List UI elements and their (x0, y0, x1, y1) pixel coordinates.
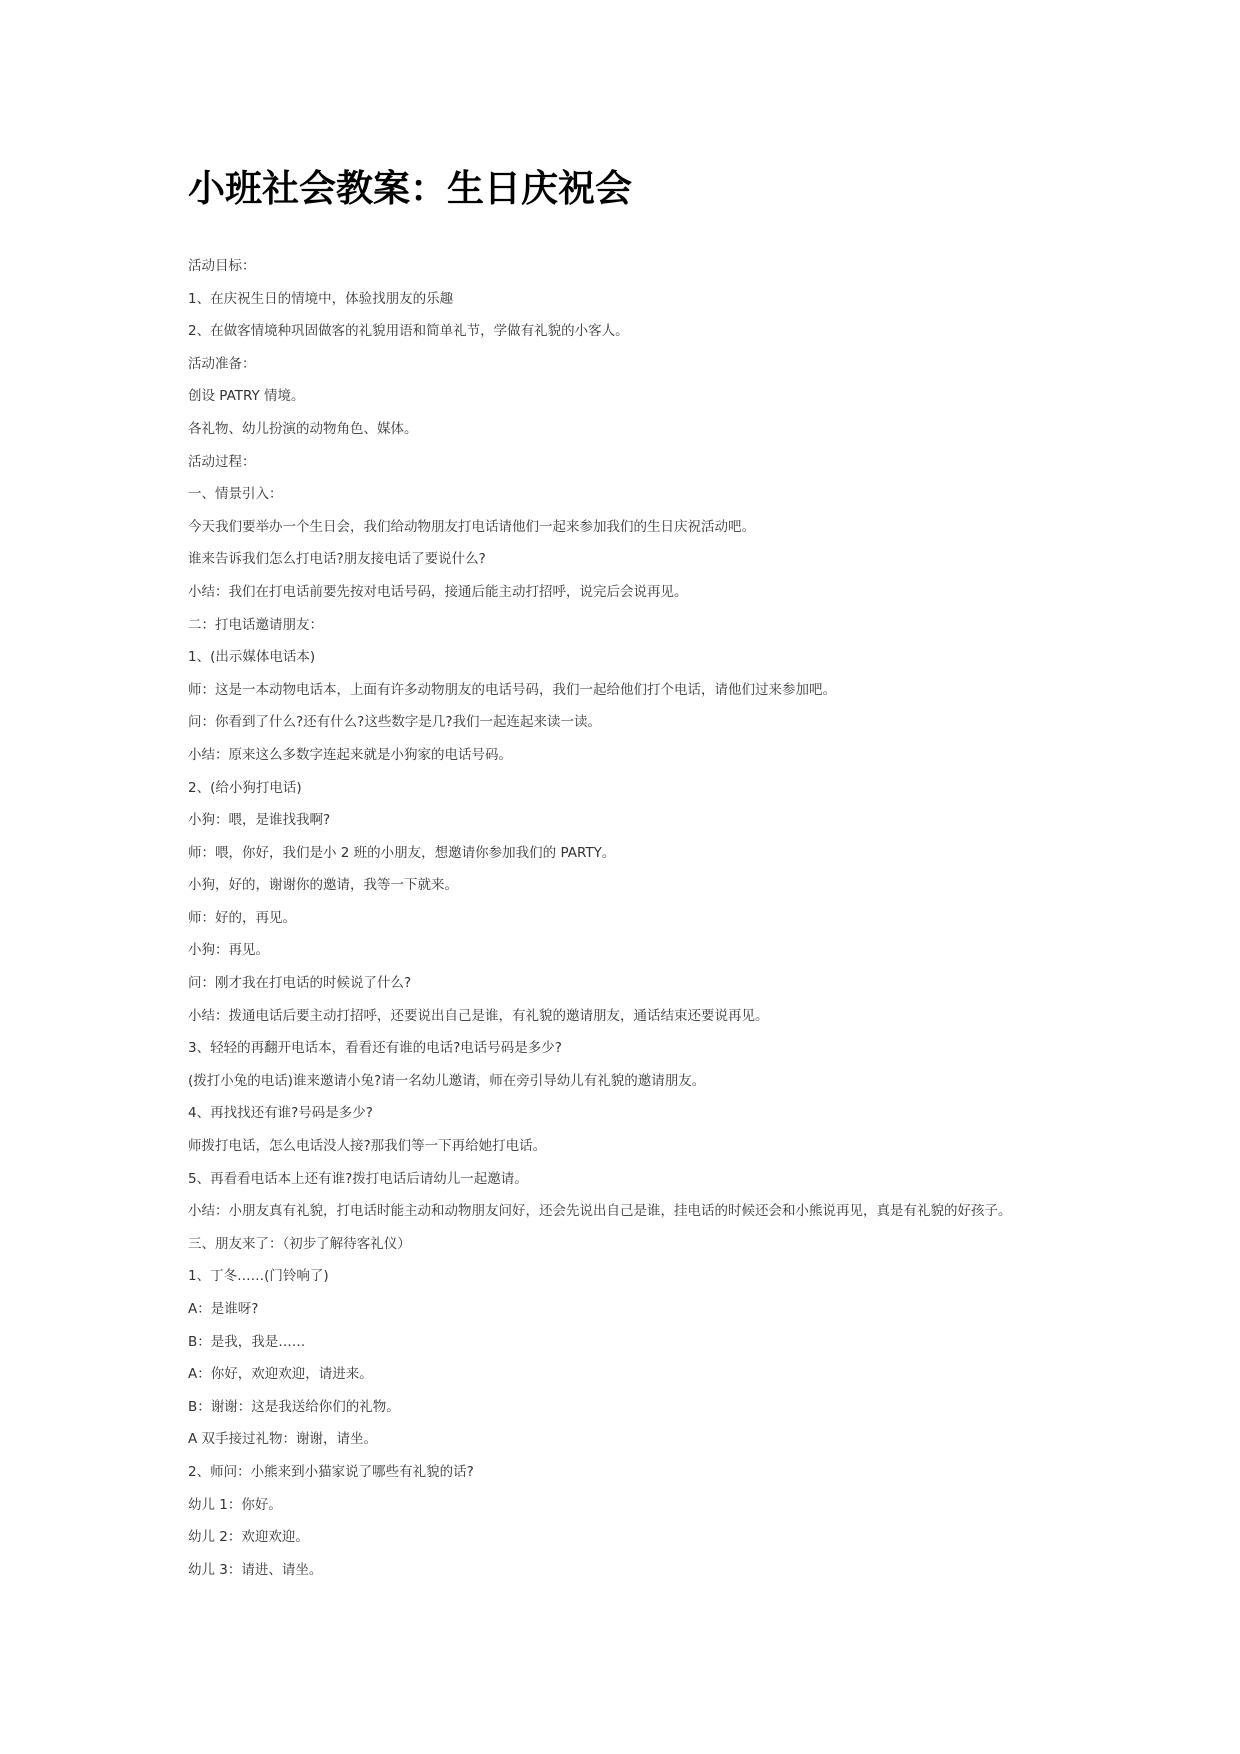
body-line: 活动过程： (188, 453, 256, 470)
body-line: 创设 PATRY 情境。 (188, 388, 305, 405)
body-line: A 双手接过礼物：谢谢，请坐。 (188, 1431, 378, 1448)
body-line: 5、再看看电话本上还有谁?拨打电话后请幼儿一起邀请。 (188, 1170, 528, 1187)
body-line: 问：刚才我在打电话的时候说了什么? (188, 975, 412, 992)
body-line: 幼儿 3：请进、请坐。 (188, 1561, 323, 1578)
body-line: B：是我，我是…… (188, 1333, 306, 1350)
body-line: 小狗，好的，谢谢你的邀请，我等一下就来。 (188, 877, 458, 894)
body-line: 1、丁冬……(门铃响了) (188, 1268, 329, 1285)
body-line: 师：喂，你好，我们是小 2 班的小朋友，想邀请你参加我们的 PARTY。 (188, 844, 616, 861)
body-line: 小结：小朋友真有礼貌，打电话时能主动和动物朋友问好，还会先说出自己是谁，挂电话的时候还会和小熊说再见，真是有礼貌的好孩子。 (188, 1203, 1012, 1220)
body-line: (拨打小兔的电话)谁来邀请小兔?请一名幼儿邀请，师在旁引导幼儿有礼貌的邀请朋友。 (188, 1072, 706, 1089)
body-line: 各礼物、幼儿扮演的动物角色、媒体。 (188, 420, 418, 437)
body-line: 师：这是一本动物电话本，上面有许多动物朋友的电话号码，我们一起给他们打个电话，请他们过来参加吧。 (188, 681, 836, 698)
body-line: 2、师问：小熊来到小猫家说了哪些有礼貌的话? (188, 1463, 474, 1480)
body-line: 小结：拨通电话后要主动打招呼，还要说出自己是谁，有礼貌的邀请朋友，通话结束还要说再见。 (188, 1007, 769, 1024)
body-line: 1、在庆祝生日的情境中，体验找朋友的乐趣 (188, 290, 454, 307)
body-line: 一、情景引入： (188, 486, 283, 503)
body-line: 幼儿 2：欢迎欢迎。 (188, 1529, 309, 1546)
body-line: 3、轻轻的再翻开电话本，看看还有谁的电话?电话号码是多少? (188, 1040, 562, 1057)
document-body (188, 250, 1088, 1586)
body-line: 2、(给小狗打电话) (188, 779, 302, 796)
body-line: 谁来告诉我们怎么打电话?朋友接电话了要说什么? (188, 551, 486, 568)
body-line: 师拨打电话，怎么电话没人接?那我们等一下再给她打电话。 (188, 1138, 547, 1155)
body-line: 问：你看到了什么?还有什么?这些数字是几?我们一起连起来读一读。 (188, 714, 601, 731)
document-title: 小班社会教案：生日庆祝会 (188, 166, 632, 210)
body-line: 2、在做客情境种巩固做客的礼貌用语和简单礼节，学做有礼貌的小客人。 (188, 323, 629, 340)
body-line: 师：好的，再见。 (188, 909, 296, 926)
body-line: A：是谁呀? (188, 1301, 259, 1317)
body-line: 小结：我们在打电话前要先按对电话号码，接通后能主动打招呼，说完后会说再见。 (188, 583, 688, 600)
body-line: 1、(出示媒体电话本) (188, 649, 316, 666)
body-line: 小狗：喂，是谁找我啊? (188, 812, 331, 829)
body-line: 小狗：再见。 (188, 942, 269, 959)
body-line: 幼儿 1：你好。 (188, 1496, 282, 1513)
body-line: B：谢谢：这是我送给你们的礼物。 (188, 1398, 400, 1415)
body-line: 活动准备： (188, 355, 256, 372)
body-line: 4、再找找还有谁?号码是多少? (188, 1105, 373, 1122)
body-line: A：你好，欢迎欢迎，请进来。 (188, 1366, 373, 1383)
body-line: 小结：原来这么多数字连起来就是小狗家的电话号码。 (188, 746, 512, 763)
body-line: 三、朋友来了：（初步了解待客礼仪） (188, 1235, 411, 1252)
body-line: 二：打电话邀请朋友： (188, 616, 323, 633)
body-line: 今天我们要举办一个生日会，我们给动物朋友打电话请他们一起来参加我们的生日庆祝活动吧。 (188, 518, 755, 535)
body-line: 活动目标： (188, 258, 256, 274)
